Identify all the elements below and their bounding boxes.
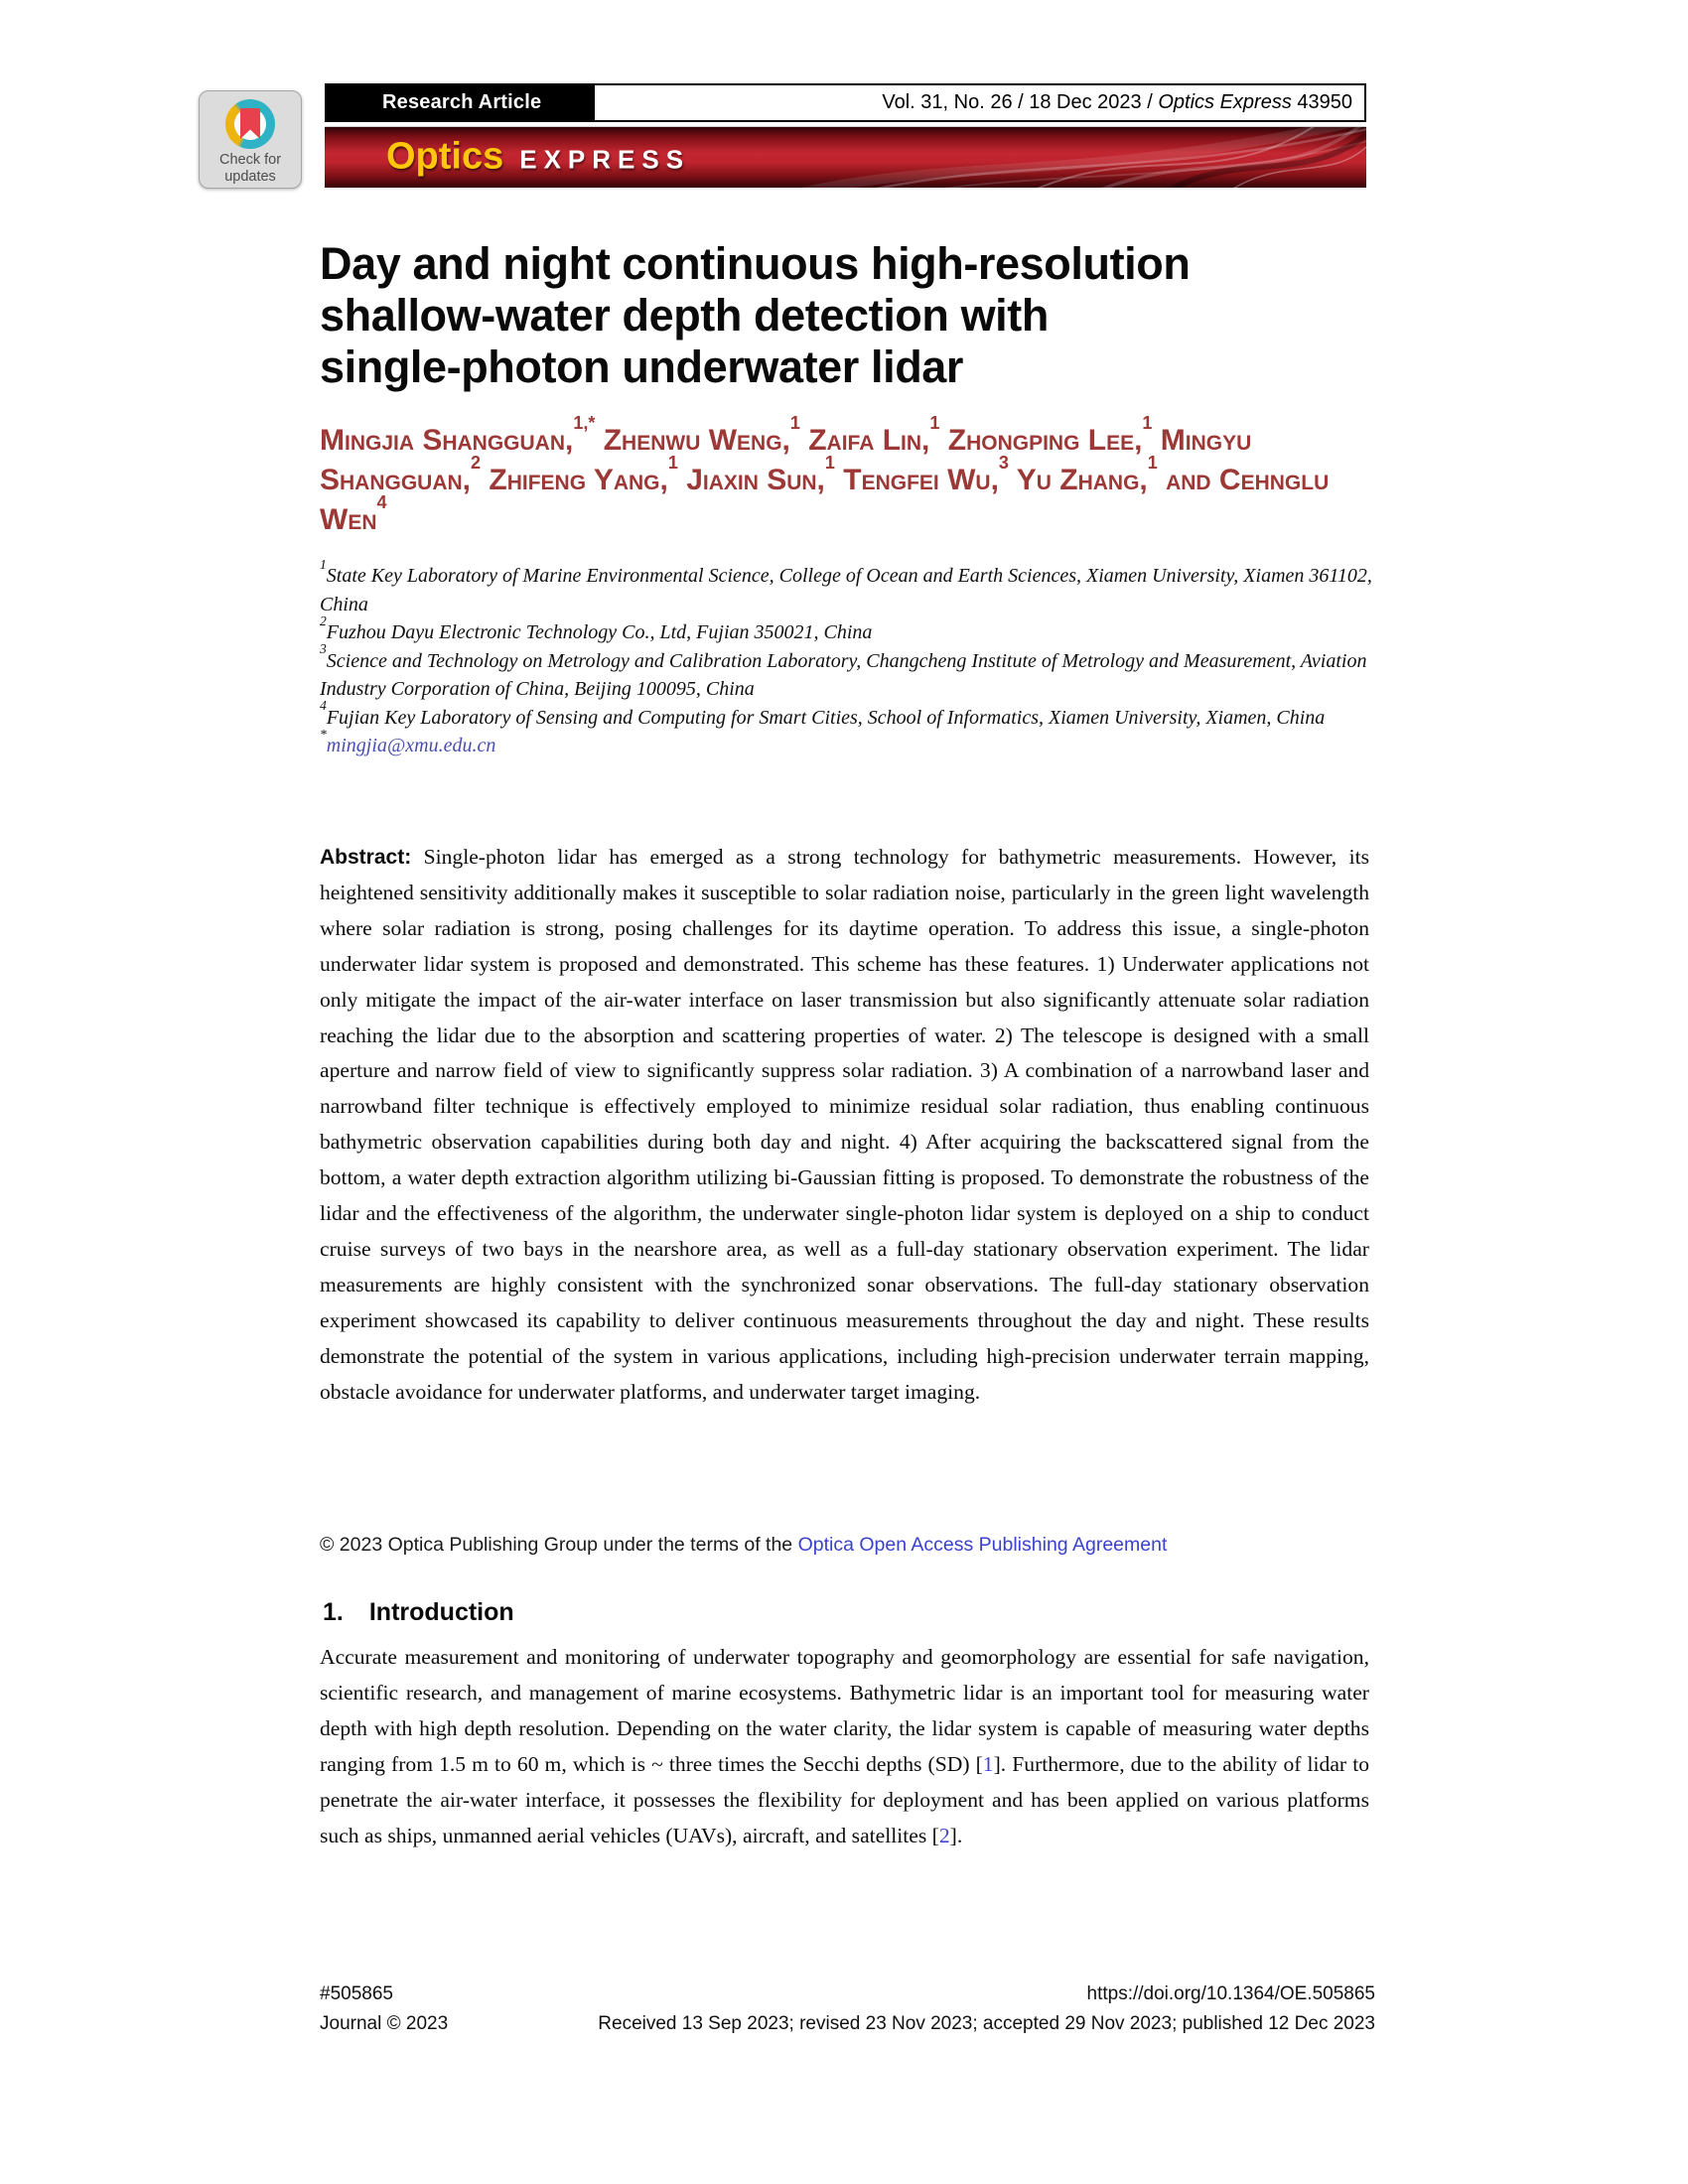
text-segment: 1 [929, 413, 940, 434]
check-for-updates-badge[interactable] [199, 90, 302, 189]
text-segment: 1 [789, 413, 800, 434]
text-segment: Mingyu Shangguan, [320, 424, 1252, 496]
affiliation-text: Fujian Key Laboratory of Sensing and Computing for Smart Cities, School of Informatics, Xiamen University, Xiamen, China [326, 706, 1326, 729]
author-list [320, 413, 1387, 540]
affiliation-superscript: 3 [320, 641, 327, 657]
affiliation [320, 641, 1387, 704]
section-number: 1. [323, 1598, 344, 1626]
affiliation-text: State Key Laboratory of Marine Environmental Science, College of Ocean and Earth Sciences, Xiamen University, Xiamen 361102, China [320, 565, 1372, 615]
section-heading [323, 1598, 514, 1627]
title-line: single-photon underwater lidar [320, 341, 964, 392]
affiliation-text: Fuzhou Dayu Electronic Technology Co., Ltd, Fujian 350021, China [326, 621, 873, 643]
affiliation [320, 556, 1387, 618]
introduction-paragraph [320, 1640, 1369, 1853]
email-link[interactable]: mingjia@xmu.edu.cn [326, 735, 496, 756]
doi-link[interactable]: https://doi.org/10.1364/OE.505865 [1086, 1983, 1375, 2004]
text-segment: Mingjia Shangguan, [320, 424, 574, 457]
text-segment: 1,* [573, 413, 596, 434]
text-segment: 3 [998, 453, 1009, 474]
affiliation [320, 698, 1387, 733]
text-segment: Vol. 31, No. 26 / 18 Dec 2023 / [882, 91, 1159, 113]
text-segment: ]. Furthermore, due to the ability of lidar to penetrate the air-water interface, it possesses the flexibility for deployment and has been applied on various platforms such as ships, unmanned aerial vehicles (UAVs), aircraft, and satellites [ [320, 1751, 1369, 1847]
abstract [320, 840, 1369, 1411]
affiliation [320, 613, 1387, 647]
title-line: Day and night continuous high-resolution [320, 238, 1191, 289]
affiliations [320, 556, 1387, 760]
journal-banner [325, 126, 1366, 188]
affiliation-superscript: * [320, 726, 327, 742]
article-type-label: Research Article [382, 91, 542, 113]
inline-link[interactable]: 1 [982, 1751, 994, 1776]
affiliation-superscript: 1 [320, 556, 327, 572]
text-segment: ]. [949, 1823, 963, 1847]
affiliation-superscript: 2 [320, 613, 327, 628]
text-segment: Zhongping Lee, [939, 424, 1143, 457]
history-line: Received 13 Sep 2023; revised 23 Nov 2023; accepted 29 Nov 2023; published 12 Dec 2023 [598, 2013, 1375, 2034]
text-segment: 1 [824, 453, 835, 474]
section-title: Introduction [368, 1598, 514, 1626]
abstract-label: Abstract: [320, 846, 412, 869]
text-segment: © 2023 Optica Publishing Group under the terms of the [320, 1534, 798, 1556]
text-segment: 1 [667, 453, 678, 474]
inline-link[interactable]: 2 [938, 1823, 950, 1847]
abstract-text: Single-photon lidar has emerged as a strong technology for bathymetric measurements. However, its heightened sensitivity additionally makes it susceptible to solar radiation noise, particularly in the green light wavelength where solar radiation is strong, posing challenges for its daytime operation. To address this issue, a single-photon underwater lidar system is proposed and demonstrated. This scheme has these features. 1) Underwater applications not only mitigate the impact of the air-water interface on laser transmission but also significantly attenuate solar radiation reaching the lidar due to the absorption and scattering properties of water. 2) The telescope is designed with a small aperture and narrow field of view to significantly suppress solar radiation. 3) A combination of a narrowband laser and narrowband filter technique is effectively employed to minimize residual solar radiation, thus enabling continuous bathymetric observation capabilities during both day and night. 4) After acquiring the backscattered signal from the bottom, a water depth extraction algorithm utilizing bi-Gaussian fitting is proposed. To demonstrate the robustness of the lidar and the effectiveness of the algorithm, the underwater single-photon lidar system is deployed on a ship to conduct cruise surveys of two bays in the nearshore area, as well as a full-day stationary observation experiment. The lidar measurements are highly consistent with the synchronized sonar observations. The full-day stationary observation experiment showcased its capability to deliver continuous measurements throughout the day and night. These results demonstrate the potential of the system in various applications, including high-precision underwater terrain mapping, obstacle avoidance for underwater platforms, and underwater target imaging. [320, 845, 1369, 1404]
text-segment: 2 [471, 453, 482, 474]
journal-copyright: Journal © 2023 [320, 2013, 449, 2034]
title-line: shallow-water depth detection with [320, 290, 1049, 341]
text-segment: Zhenwu Weng, [595, 424, 790, 457]
affiliation-superscript: 4 [320, 698, 327, 714]
text-segment: 43950 [1291, 91, 1352, 113]
text-segment: and Cehnglu Wen [320, 464, 1330, 536]
copyright-line [320, 1534, 1369, 1557]
logo-word-optics: Optics [386, 135, 504, 178]
text-segment: Zaifa Lin, [799, 424, 930, 457]
text-segment: Optics Express [1158, 91, 1292, 113]
issue-info-box [593, 83, 1366, 122]
affiliation-text: Science and Technology on Metrology and Calibration Laboratory, Changcheng Institute of Metrology and Measurement, Aviation Industry Corporation of China, Beijing 100095, China [320, 649, 1367, 700]
bookmark-ribbon-icon [240, 108, 260, 139]
text-segment: Accurate measurement and monitoring of underwater topography and geomorphology are essential for safe navigation, scientific research, and management of marine ecosystems. Bathymetric lidar is an important tool for measuring water depth with high depth resolution. Depending on the water clarity, the lidar system is capable of measuring water depths ranging from 1.5 m to 60 m, which is ~ three times the Secchi depths (SD) [ [320, 1645, 1369, 1776]
corresponding-email [320, 726, 1387, 760]
text-segment: 4 [376, 492, 387, 513]
paper-title [320, 238, 1392, 393]
inline-link[interactable]: Optica Open Access Publishing Agreement [797, 1534, 1168, 1556]
page-footer [320, 1983, 1375, 2034]
text-segment: 1 [1147, 453, 1158, 474]
text-segment: Zhifeng Yang, [481, 464, 668, 496]
crossmark-ring-icon [225, 99, 275, 149]
text-segment: Jiaxin Sun, [677, 464, 825, 496]
text-segment: Yu Zhang, [1008, 464, 1148, 496]
issue-info [882, 91, 1352, 114]
text-segment: 1 [1142, 413, 1153, 434]
logo-word-express: EXPRESS [519, 144, 691, 175]
text-segment: Tengfei Wu, [834, 464, 999, 496]
optics-express-logo [386, 135, 690, 178]
article-id: #505865 [320, 1983, 393, 2004]
check-for-updates-label: Check for updates [218, 152, 282, 185]
